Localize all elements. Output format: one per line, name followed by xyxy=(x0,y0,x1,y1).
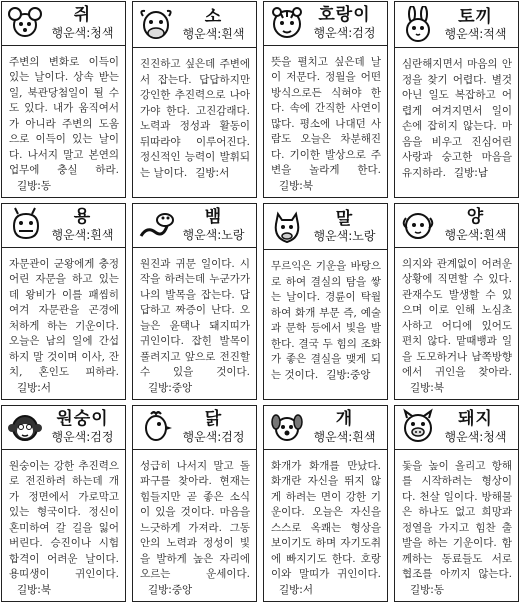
tiger-icon xyxy=(268,4,306,42)
lucky-direction: 길방:동 xyxy=(17,179,51,192)
animal-name: 쥐 xyxy=(73,5,92,26)
lucky-direction: 길방:동 xyxy=(410,583,444,596)
animal-name: 말 xyxy=(335,208,354,229)
lucky-color: 행운색:노랑 xyxy=(313,229,376,244)
lucky-color: 행운색:흰색 xyxy=(313,430,376,444)
animal-name: 호랑이 xyxy=(318,5,371,26)
monkey-icon xyxy=(6,408,44,446)
rat-icon xyxy=(6,4,44,42)
fortune-text: 주변의 변화로 이득이 있는 날이다. 상속 받는 일, 북관당첨일이 될 수도 있다. 내가 움직여서가 아니라 주변의 도움으로 이득이 있는 날이다. 나서지 말고 본연의 업무에 충실 하라. xyxy=(9,55,119,176)
fortune-body xyxy=(2,248,125,400)
card-header xyxy=(133,2,256,48)
animal-name: 뱀 xyxy=(204,207,223,228)
animal-name: 토끼 xyxy=(458,6,493,27)
animal-name: 양 xyxy=(466,207,485,228)
lucky-color: 행운색:검정 xyxy=(182,430,245,444)
zodiac-card xyxy=(132,405,257,602)
zodiac-card xyxy=(394,405,519,602)
card-header xyxy=(264,406,387,450)
fortune-text: 돛을 높이 올리고 항해를 시작하려는 형상이다. 천살 일이다. 방해물은 하나도 없고 희망과 정열을 가지고 힘찬 출발을 하는 기운이다. 함께하는 동료들도 서로 협조를 아끼지 않는다. xyxy=(402,459,512,580)
lucky-direction: 길방:중앙 xyxy=(148,583,193,596)
dog-icon xyxy=(268,408,306,446)
card-header xyxy=(264,204,387,250)
card-header xyxy=(2,204,125,248)
rabbit-icon xyxy=(399,6,437,44)
fortune-body xyxy=(264,450,387,602)
zodiac-card xyxy=(263,1,388,198)
lucky-color: 행운색:적색 xyxy=(444,27,507,42)
animal-name: 원숭이 xyxy=(56,409,109,430)
sheep-icon xyxy=(399,206,437,244)
zodiac-card xyxy=(263,405,388,602)
fortune-text: 자문관이 군왕에게 충정어린 자문을 하고 있는데 왕비가 이를 패씸히 여겨 자문관을 곤경에 처하게 하는 기운이다. 오늘은 남의 일에 간섭하지 말 것이며 이사, 잔치, 혼인도 피하라. xyxy=(9,257,119,378)
fortune-body xyxy=(133,48,256,197)
animal-name: 개 xyxy=(335,409,354,430)
animal-name: 용 xyxy=(73,207,92,228)
lucky-color: 행운색:흰색 xyxy=(51,228,114,242)
card-header xyxy=(395,204,518,248)
fortune-body xyxy=(133,450,256,602)
fortune-body xyxy=(395,450,518,602)
card-header xyxy=(395,2,518,48)
lucky-color: 행운색:흰색 xyxy=(444,228,507,242)
rooster-icon xyxy=(137,408,175,446)
snake-icon xyxy=(137,206,175,244)
zodiac-fortune-grid xyxy=(1,1,519,602)
dragon-icon xyxy=(6,206,44,244)
fortune-text: 화개가 화개를 만났다. 화개란 자신을 뛰지 않게 하려는 면이 강한 기운이다. 오늘은 자신을 스스로 옥쾌는 형상을 보이기도 하며 자기도취에 빠지기도 한다. 호랑이와 말띠가 귀인이다. xyxy=(271,459,381,580)
fortune-body xyxy=(264,250,387,399)
zodiac-card xyxy=(1,1,126,198)
animal-name: 닭 xyxy=(204,409,223,430)
lucky-direction: 길방:남 xyxy=(453,166,488,179)
lucky-color: 행운색:노랑 xyxy=(182,228,245,242)
card-header xyxy=(2,2,125,46)
animal-name: 소 xyxy=(204,6,223,27)
animal-name: 돼지 xyxy=(458,409,493,430)
lucky-direction: 길방:서 xyxy=(195,166,230,179)
fortune-text: 원진과 귀문 일이다. 시작을 하려는데 누군가가 나의 발목을 잡는다. 답답하고 짜증이 난다. 오늘은 윤택나 돼지띠가 귀인이다. 잡힌 발목이 풀려지고 앞으로 전진할 수 있을 것이다. xyxy=(140,257,250,378)
fortune-text: 의지와 관계없이 어려운 상황에 직면할 수 있다. 관재수도 발생할 수 있으며 이로 인해 노심초사하고 어디에 있어도 편치 않다. 맡때뱅과 일을 도모하거나 남쪽방향에서 귀인을 찾아라. xyxy=(402,257,512,378)
lucky-color: 행운색:검정 xyxy=(51,430,114,444)
horse-icon xyxy=(268,208,306,246)
zodiac-card xyxy=(394,1,519,198)
fortune-text: 무르익은 기운을 바탕으로 하여 결실의 탐을 쌓는 날이다. 경륜이 탁월하여 화개 부문 즉, 예술과 문학 등에서 빛을 발한다. 결국 두 힘의 조화가 좋은 결실을 맺게 되는 것이다. xyxy=(271,260,381,381)
fortune-body xyxy=(2,46,125,198)
fortune-body xyxy=(395,48,518,197)
zodiac-card xyxy=(394,203,519,400)
zodiac-card xyxy=(132,1,257,198)
fortune-body xyxy=(395,248,518,400)
card-header xyxy=(133,204,256,248)
card-header xyxy=(264,2,387,46)
lucky-direction: 길방:중앙 xyxy=(148,381,193,394)
lucky-direction: 길방:서 xyxy=(17,381,51,394)
fortune-text: 원숭이는 강한 추진력으로 전진하려 하는데 개가 정면에서 가로막고 있는 형국이다. 정신이 혼미하여 갈 길을 잃어버린다. 승진이나 시험합격이 어려운 날이다. 용띠생이 귀인이다. xyxy=(9,459,119,580)
lucky-color: 행운색:청색 xyxy=(51,26,114,40)
lucky-direction: 길방:중앙 xyxy=(326,368,371,381)
fortune-text: 진진하고 싶은데 주변에서 잡는다. 답답하지만 강인한 추진력으로 나아가야 한다. 고진감래다. 노력과 정성과 활동이 뒤따라야 이루어진다. 정신적인 능력이 발휘되는 날이다. xyxy=(140,58,250,179)
fortune-text: 뜻을 펼치고 싶은데 날이 저문다. 정월을 어떤 방식으로든 식혀야 한다. 속에 간직한 사연이 많다. 평소에 나대던 사람도 오늘은 차분해진다. 기이한 발상으로 주변을 놀라게 한다. xyxy=(271,55,381,176)
ox-icon xyxy=(137,6,175,44)
zodiac-card xyxy=(263,203,388,400)
card-header xyxy=(2,406,125,450)
fortune-text: 심란해지면서 마음의 안정을 찾기 어렵다. 별것 아닌 일도 복잡하고 어렵게 여겨지면서 일이 손에 잡히지 않는다. 마음을 비우고 진심어린 사랑과 숭고한 마음을 유지하라. xyxy=(402,58,512,179)
fortune-body xyxy=(2,450,125,602)
card-header xyxy=(395,406,518,450)
lucky-color: 행운색:흰색 xyxy=(182,27,245,42)
lucky-direction: 길방:북 xyxy=(279,179,313,192)
lucky-color: 행운색:검정 xyxy=(313,26,376,40)
pig-icon xyxy=(399,408,437,446)
zodiac-card xyxy=(132,203,257,400)
lucky-color: 행운색:청색 xyxy=(444,430,507,444)
lucky-direction: 길방:북 xyxy=(17,583,51,596)
lucky-direction: 길방:서 xyxy=(279,583,313,596)
fortune-text: 성급히 나서지 말고 돌파구를 찾아라. 현재는 힘들지만 곧 좋은 소식이 있을 것이다. 마음을 느긋하게 가져라. 그동안의 노력과 정성이 빛을 발하게 높은 자리에 오르는 운세이다. xyxy=(140,459,250,580)
lucky-direction: 길방:북 xyxy=(410,381,444,394)
zodiac-card xyxy=(1,203,126,400)
card-header xyxy=(133,406,256,450)
zodiac-card xyxy=(1,405,126,602)
fortune-body xyxy=(133,248,256,400)
fortune-body xyxy=(264,46,387,198)
